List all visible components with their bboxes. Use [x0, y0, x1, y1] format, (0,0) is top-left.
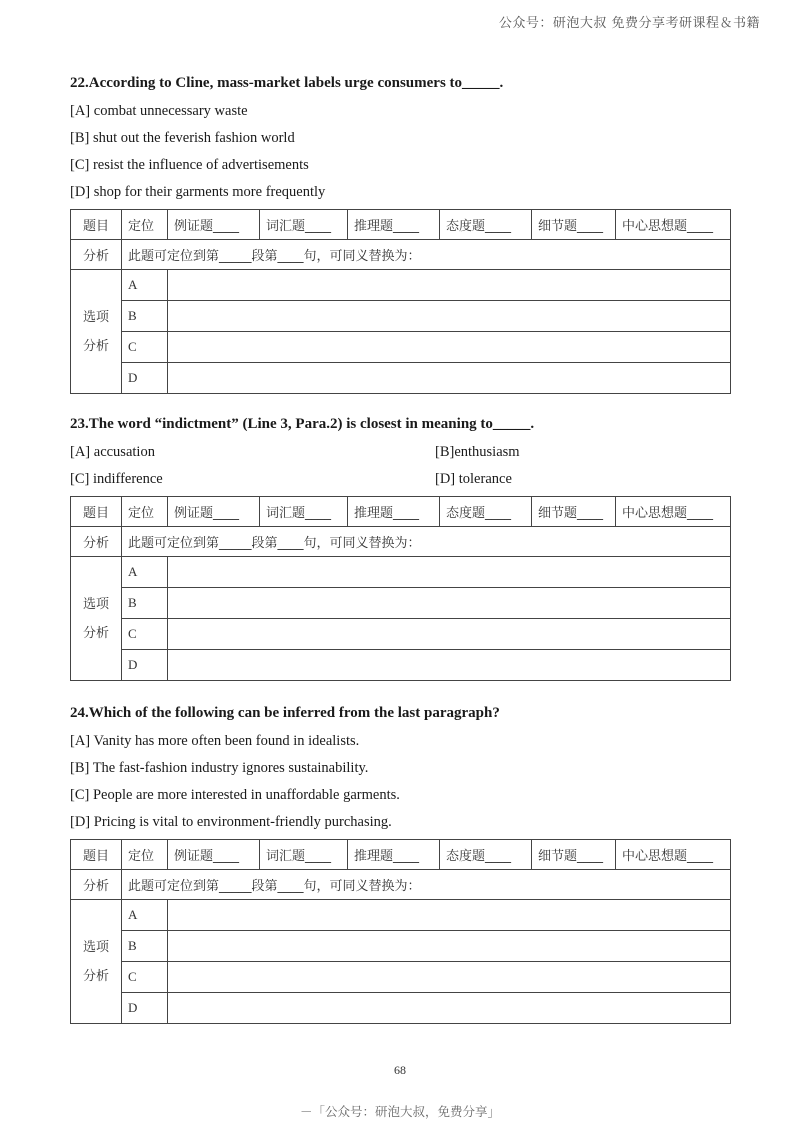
- option-analysis-label: 选项 分析: [71, 900, 122, 1024]
- analysis-table: [70, 839, 731, 1024]
- type-vocabulary: 词汇题____: [260, 210, 348, 240]
- answer-space-b[interactable]: [168, 931, 731, 962]
- type-main-idea: 中心思想题____: [616, 210, 731, 240]
- type-example: 例证题____: [168, 210, 260, 240]
- row-letter-c: C: [122, 962, 168, 993]
- locate-prompt: 此题可定位到第_____段第____句，可同义替换为：: [122, 527, 731, 557]
- type-example: 例证题____: [168, 840, 260, 870]
- option-analysis-label: 选项 分析: [71, 557, 122, 681]
- answer-space-c[interactable]: [168, 619, 731, 650]
- analysis-table: [70, 209, 731, 394]
- row-letter-a: A: [122, 557, 168, 588]
- type-inference: 推理题____: [348, 497, 440, 527]
- type-inference: 推理题____: [348, 840, 440, 870]
- type-main-idea: 中心思想题____: [616, 840, 731, 870]
- answer-space-d[interactable]: [168, 363, 731, 394]
- type-vocabulary: 词汇题____: [260, 840, 348, 870]
- question-analysis-label: 分析: [71, 527, 122, 557]
- option-d: [D] tolerance: [435, 471, 512, 487]
- type-example: 例证题____: [168, 497, 260, 527]
- row-letter-b: B: [122, 588, 168, 619]
- page-number: 68: [394, 1063, 406, 1077]
- option-c: [C] People are more interested in unaffordable garments.: [70, 787, 400, 803]
- question-title: 23.The word “indictment” (Line 3, Para.2) is closest in meaning to_____.: [70, 416, 535, 432]
- answer-space-d[interactable]: [168, 650, 731, 681]
- type-attitude: 态度题____: [440, 840, 532, 870]
- question-22: [70, 72, 730, 394]
- row-letter-a: A: [122, 270, 168, 301]
- type-locate: 定位: [122, 840, 168, 870]
- question-type-label: 题目: [71, 840, 122, 870]
- footer-note: －「公众号：研泡大叔，免费分享」: [299, 1104, 500, 1119]
- type-attitude: 态度题____: [440, 497, 532, 527]
- type-detail: 细节题____: [532, 497, 616, 527]
- question-analysis-label: 分析: [71, 870, 122, 900]
- answer-space-b[interactable]: [168, 301, 731, 332]
- row-letter-d: D: [122, 650, 168, 681]
- row-letter-c: C: [122, 619, 168, 650]
- answer-space-b[interactable]: [168, 588, 731, 619]
- row-letter-c: C: [122, 332, 168, 363]
- type-detail: 细节题____: [532, 840, 616, 870]
- type-attitude: 态度题____: [440, 210, 532, 240]
- type-locate: 定位: [122, 210, 168, 240]
- option-a: [A] combat unnecessary waste: [70, 103, 248, 119]
- type-inference: 推理题____: [348, 210, 440, 240]
- question-type-label: 题目: [71, 497, 122, 527]
- type-locate: 定位: [122, 497, 168, 527]
- option-b: [B] shut out the feverish fashion world: [70, 130, 295, 146]
- row-letter-a: A: [122, 900, 168, 931]
- option-c: [C] resist the influence of advertisements: [70, 157, 309, 173]
- option-a: [A] Vanity has more often been found in idealists.: [70, 733, 360, 749]
- answer-space-a[interactable]: [168, 900, 731, 931]
- question-type-label: 题目: [71, 210, 122, 240]
- row-letter-d: D: [122, 363, 168, 394]
- option-c: [C] indifference: [70, 471, 163, 487]
- analysis-table: [70, 496, 731, 681]
- type-main-idea: 中心思想题____: [616, 497, 731, 527]
- locate-prompt: 此题可定位到第_____段第____句，可同义替换为：: [122, 870, 731, 900]
- row-letter-b: B: [122, 301, 168, 332]
- header-watermark: 公众号：研泡大叔 免费分享考研课程＆书籍: [498, 16, 760, 31]
- option-b: [B] The fast-fashion industry ignores sustainability.: [70, 760, 369, 776]
- question-title: 24.Which of the following can be inferred from the last paragraph?: [70, 705, 500, 721]
- option-b: [B]enthusiasm: [435, 444, 520, 460]
- options-grid: [70, 441, 730, 490]
- question-23: [70, 413, 730, 681]
- answer-space-c[interactable]: [168, 332, 731, 363]
- question-analysis-label: 分析: [71, 240, 122, 270]
- option-d: [D] Pricing is vital to environment-friendly purchasing.: [70, 814, 392, 830]
- type-detail: 细节题____: [532, 210, 616, 240]
- row-letter-d: D: [122, 993, 168, 1024]
- answer-space-c[interactable]: [168, 962, 731, 993]
- question-24: [70, 702, 730, 1024]
- locate-prompt: 此题可定位到第_____段第____句，可同义替换为：: [122, 240, 731, 270]
- row-letter-b: B: [122, 931, 168, 962]
- question-title: 22.According to Cline, mass-market labels urge consumers to_____.: [70, 75, 504, 91]
- answer-space-a[interactable]: [168, 270, 731, 301]
- option-a: [A] accusation: [70, 444, 155, 460]
- option-analysis-label: 选项 分析: [71, 270, 122, 394]
- answer-space-a[interactable]: [168, 557, 731, 588]
- option-d: [D] shop for their garments more frequently: [70, 184, 326, 200]
- type-vocabulary: 词汇题____: [260, 497, 348, 527]
- answer-space-d[interactable]: [168, 993, 731, 1024]
